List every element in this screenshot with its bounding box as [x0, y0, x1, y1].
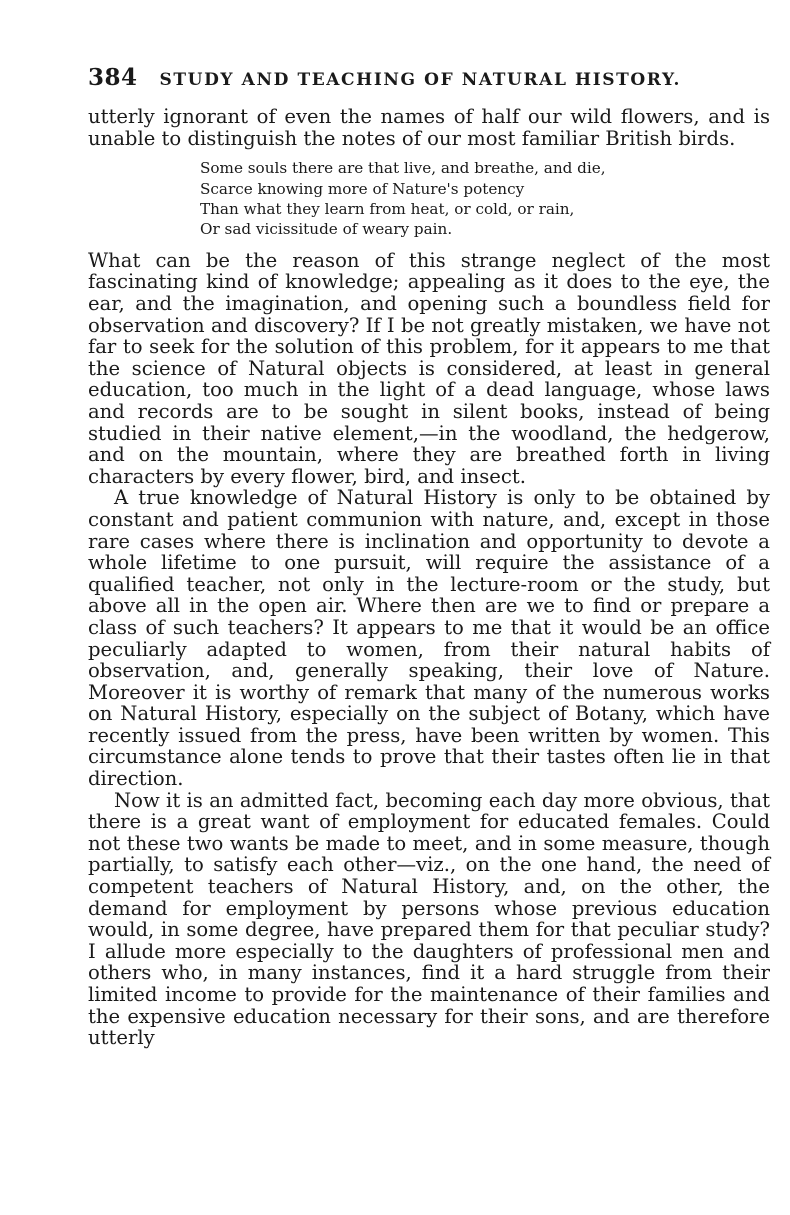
paragraph-neglect: What can be the reason of this strange neglect of the most fascinating kind of knowledge; appealing as it does to the eye, the ear, and the imagination, and opening such a boundless field for observation and discovery? If I be not greatly mistaken, we have not far to seek for the solution of this problem, for it appears to me that the science of Natural objects is considered, at least in general education, too much in the light of a dead language, whose laws and records are to be sought in silent books, instead of being studied in their native element,—in the woodland, the hedgerow, and on the mountain, where they are breathed forth in living characters by every flower, bird, and insect. — [88, 248, 770, 488]
running-head — [88, 64, 770, 94]
verse-line: Than what they learn from heat, or cold, or rain, — [200, 200, 575, 218]
verse-quotation — [200, 158, 770, 240]
verse-line: Scarce knowing more of Nature's potency — [200, 179, 525, 198]
page-number: 384 — [88, 64, 138, 91]
paragraph-teachers: A true knowledge of Natural History is only to be obtained by constant and patient communion with nature, and, except in those rare cases where there is inclination and opportunity to devote a whole lifetime to one pursuit, will require the assistance of a qualified teacher, not only in the lecture-room or the study, but above all in the open air. Where then are we to find or prepare a class of such teachers? It appears to me that it would be an office peculiarly adapted to women, from their natural habits of observation, and, generally speaking, their love of Nature. Moreover it is worthy of remark that many of the numerous works on Natural History, especially on the subject of Botany, which have recently issued from the press, have been written by women. This circumstance alone tends to prove that their tastes often lie in that direction. — [88, 486, 770, 791]
book-page — [88, 64, 770, 1049]
verse-line: Some souls there are that live, and breathe, and die, — [200, 159, 606, 178]
verse-line: Or sad vicissitude of weary pain. — [200, 220, 453, 239]
running-title: STUDY AND TEACHING OF NATURAL HISTORY. — [159, 70, 682, 90]
paragraph-employment: Now it is an admitted fact, becoming each day more obvious, that there is a great want of employment for educated females. Could not these two wants be made to meet, and in some measure, though partially, to satisfy each other—viz., on the one hand, the need of competent teachers of Natural History, and, on the other, the demand for employment by persons whose previous education would, in some degree, have prepared them for that peculiar study? I allude more especially to the daughters of professional men and others who, in many instances, find it a hard struggle from their limited income to provide for the maintenance of their families and the expensive education necessary for their sons, and are therefore utterly — [88, 788, 770, 1050]
opening-paragraph: utterly ignorant of even the names of half our wild flowers, and is unable to distinguish the notes of our most familiar British birds. — [88, 105, 770, 150]
